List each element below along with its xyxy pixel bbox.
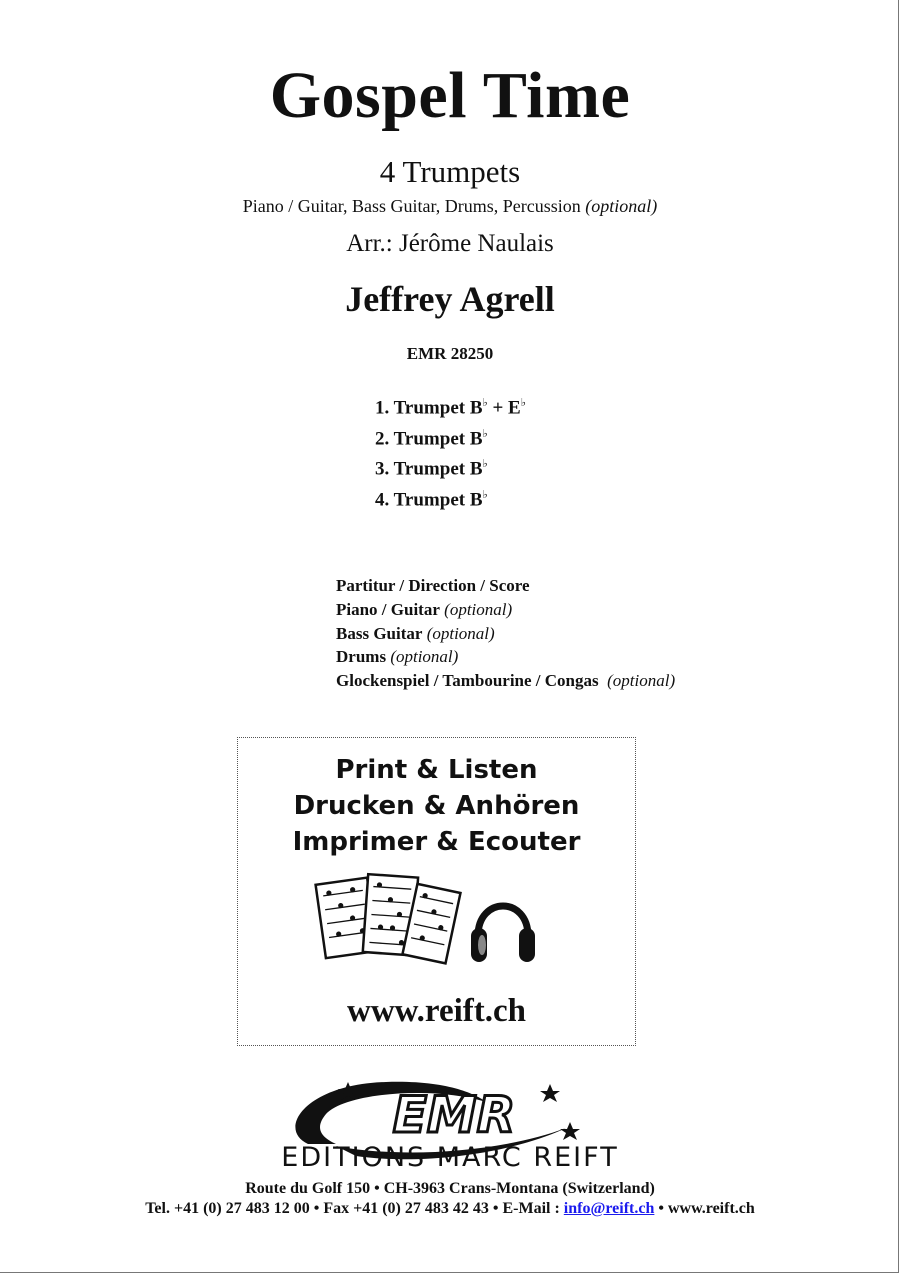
score-item: Glockenspiel / Tambourine / Congas (optional) — [336, 671, 676, 691]
instrumentation-line — [0, 196, 900, 217]
part-item: 4. Trumpet B♭ — [375, 488, 488, 510]
contact-phone-fax: Tel. +41 (0) 27 483 12 00 • Fax +41 (0) 27 483 42 43 • E-Mail : — [145, 1200, 564, 1217]
publisher-contact — [0, 1200, 900, 1218]
catalog-number: EMR 28250 — [406, 344, 494, 363]
promo-line-fr: Imprimer & Ecouter — [292, 827, 581, 857]
ensemble-subtitle: 4 Trumpets — [379, 154, 521, 189]
arranger: Arr.: Jérôme Naulais — [346, 230, 554, 257]
score-item: Drums (optional) — [336, 647, 459, 667]
score-item: Bass Guitar (optional) — [336, 623, 495, 643]
promo-line-en: Print & Listen — [335, 755, 538, 785]
part-item: 3. Trumpet B♭ — [375, 458, 488, 480]
scores-list — [336, 576, 675, 695]
instrumentation-main: Piano / Guitar, Bass Guitar, Drums, Percussion — [242, 196, 581, 216]
sheet-music-icon — [316, 874, 461, 963]
score-item: Partitur / Direction / Score — [336, 576, 530, 595]
print-listen-box[interactable] — [237, 737, 636, 1046]
part-item: 1. Trumpet B♭ + E♭ — [375, 397, 526, 419]
promo-line-de: Drucken & Anhören — [293, 791, 580, 821]
promo-text — [238, 752, 635, 860]
logo-emr: EMR — [392, 1086, 516, 1144]
promo-url[interactable]: www.reift.ch — [346, 993, 527, 1029]
score-item: Piano / Guitar (optional) — [336, 599, 513, 619]
headphones-icon — [471, 906, 535, 962]
parts-list — [375, 396, 526, 518]
instrumentation-optional: (optional) — [585, 196, 658, 216]
publisher-name: EDITIONS MARC REIFT — [281, 1142, 619, 1173]
publisher-address: Route du Golf 150 • CH-3963 Crans-Montana (Switzerland) — [245, 1180, 655, 1197]
part-item: 2. Trumpet B♭ — [375, 427, 488, 449]
promo-illustration — [313, 866, 553, 976]
contact-website[interactable]: • www.reift.ch — [654, 1200, 755, 1217]
composer: Jeffrey Agrell — [345, 279, 555, 319]
email-link[interactable]: info@reift.ch — [563, 1200, 655, 1217]
piece-title: Gospel Time — [269, 59, 631, 132]
